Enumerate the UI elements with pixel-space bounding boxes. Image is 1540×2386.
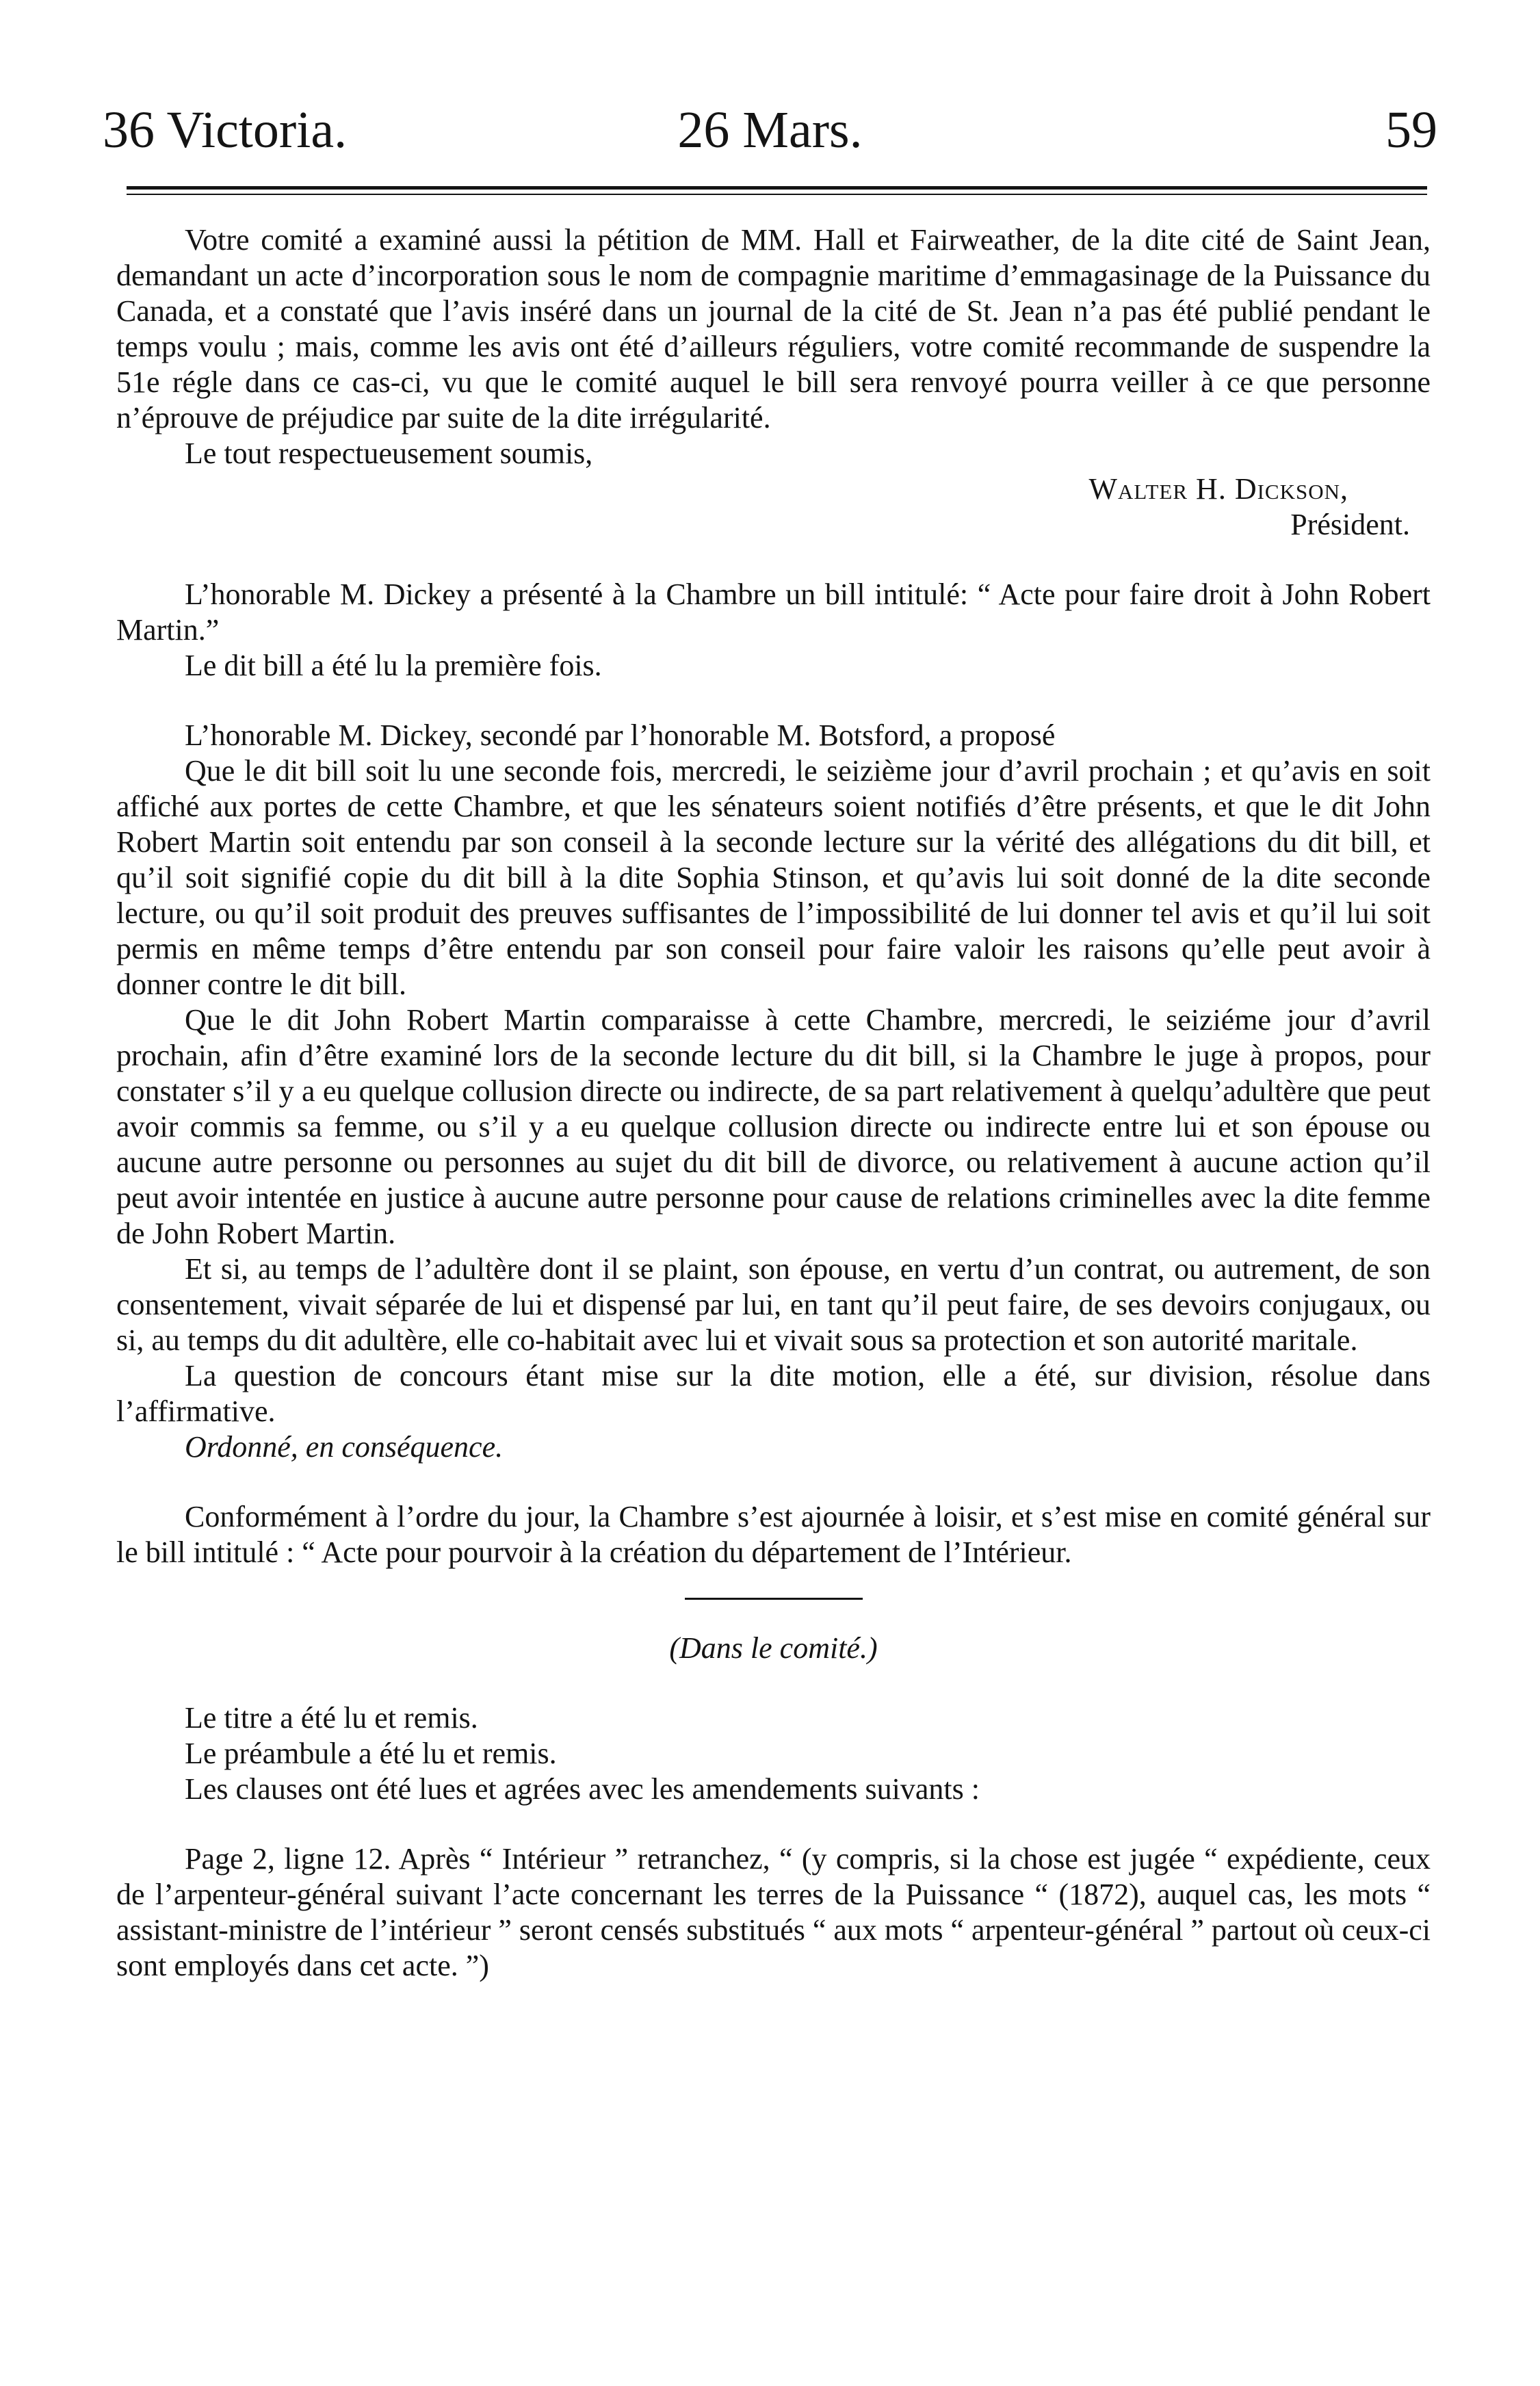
motion-paragraph: L’honorable M. Dickey, secondé par l’honorable M. Botsford, a proposé — [185, 718, 1056, 752]
closing-line: Le tout respectueusement soumis, — [185, 437, 593, 470]
preamble-read-line: Le préambule a été lu et remis. — [185, 1737, 557, 1770]
clauses-agreed-line: Les clauses ont été lues et agrées avec les amendements suivants : — [185, 1772, 980, 1806]
first-reading-line: Le dit bill a été lu la première fois. — [185, 649, 602, 682]
ordered-line: Ordonné, en conséquence. — [185, 1430, 504, 1464]
header-session: 36 Victoria. — [103, 101, 348, 159]
header-date: 26 Mars. — [677, 101, 863, 159]
committee-report-paragraph: Votre comité a examiné aussi la pétition de MM. Hall et Fairweather, de la dite cité de Saint Jean, demandant un acte d’incorporation sous le nom de compagnie maritime d’emmagasinage de la Puissance du Canada, et a constaté que l’avis inséré dans un journal de la cité de St. Jean n’a pas été publié pendant le temps voulu ; mais, comme les avis ont été d’ailleurs réguliers, votre comité recommande de suspendre la 51e régle dans ce cas-ci, vu que le comité auquel le bill sera renvoyé pourra veiller à ce que personne n’éprouve de préjudice par suite de la dite irrégularité. — [116, 223, 1431, 435]
in-committee-heading: (Dans le comité.) — [669, 1631, 878, 1665]
second-reading-paragraph: Que le dit bill soit lu une seconde fois, mercredi, le seizième jour d’avril prochain ; et qu’avis en soit affiché aux portes de cette Chambre, et que les sénateurs soient notifiés d’être présents, et que le dit John Robert Martin soit entendu par son conseil à la seconde lecture sur la vérité des allégations du dit bill, et qu’il soit signifié copie du dit bill à la dite Sophia Stinson, et qu’avis lui soit donné de la dite seconde lecture, ou qu’il soit produit des preuves suffisantes de l’impossibilité de lui donner tel avis et qu’il lui soit permis en même temps d’être entendu par son conseil pour faire valoir les raisons qu’elle peut avoir à donner contre le dit bill. — [116, 754, 1431, 1001]
page-number: 59 — [1385, 101, 1437, 159]
examination-paragraph: Que le dit John Robert Martin comparaisse à cette Chambre, mercredi, le seiziéme jour d’avril prochain, afin d’être examiné lors de la seconde lecture du dit bill, si la Chambre le juge à propos, pour constater s’il y a eu quelque collusion directe ou indirecte, de sa part relativement à quelqu’adultère que peut avoir commis sa femme, ou s’il y a eu quelque collusion directe ou indirecte entre lui et son épouse ou aucune autre personne ou personnes au sujet du dit bill de divorce, ou relativement à aucune action qu’il peut avoir intentée en justice à aucune autre personne pour cause de relations criminelles avec la dite femme de John Robert Martin. — [116, 1003, 1431, 1250]
signature-name: Walter H. Dickson, — [1088, 472, 1348, 506]
adultery-paragraph: Et si, au temps de l’adultère dont il se plaint, son épouse, en vertu d’un contrat, ou autrement, de son consentement, vivait séparée de lui et dispensé par lui, en tant qu’il peut faire, de ses devoirs conjugaux, ou si, au temps du dit adultère, elle co-habitait avec lui et vivait sous sa protection et son autorité maritale. — [116, 1252, 1431, 1357]
header-rule — [127, 186, 1427, 190]
question-resolved-paragraph: La question de concours étant mise sur la dite motion, elle a été, sur division, résolue dans l’affirmative. — [116, 1359, 1431, 1428]
page-header — [103, 96, 1437, 164]
page-body — [116, 222, 1431, 1984]
title-read-line: Le titre a été lu et remis. — [185, 1701, 478, 1735]
committee-of-whole-paragraph: Conformément à l’ordre du jour, la Chambre s’est ajournée à loisir, et s’est mise en comité général sur le bill intitulé : “ Acte pour pourvoir à la création du département de l’Intérieur. — [116, 1500, 1431, 1569]
section-separator — [685, 1598, 863, 1600]
bill-presented-paragraph: L’honorable M. Dickey a présenté à la Chambre un bill intitulé: “ Acte pour faire droit à John Robert Martin.” — [116, 578, 1431, 647]
amendment-paragraph: Page 2, ligne 12. Après “ Intérieur ” retranchez, “ (y compris, si la chose est jugée “ expédiente, ceux de l’arpenteur-général suivant l’acte concernant les terres de la Puissance “ (1872), auquel cas, les mots “ assistant-ministre de l’intérieur ” seront censés substitués “ aux mots “ arpenteur-général ” partout où ceux-ci sont employés dans cet acte. ”) — [116, 1842, 1431, 1982]
signature-title: Président. — [1290, 508, 1410, 541]
